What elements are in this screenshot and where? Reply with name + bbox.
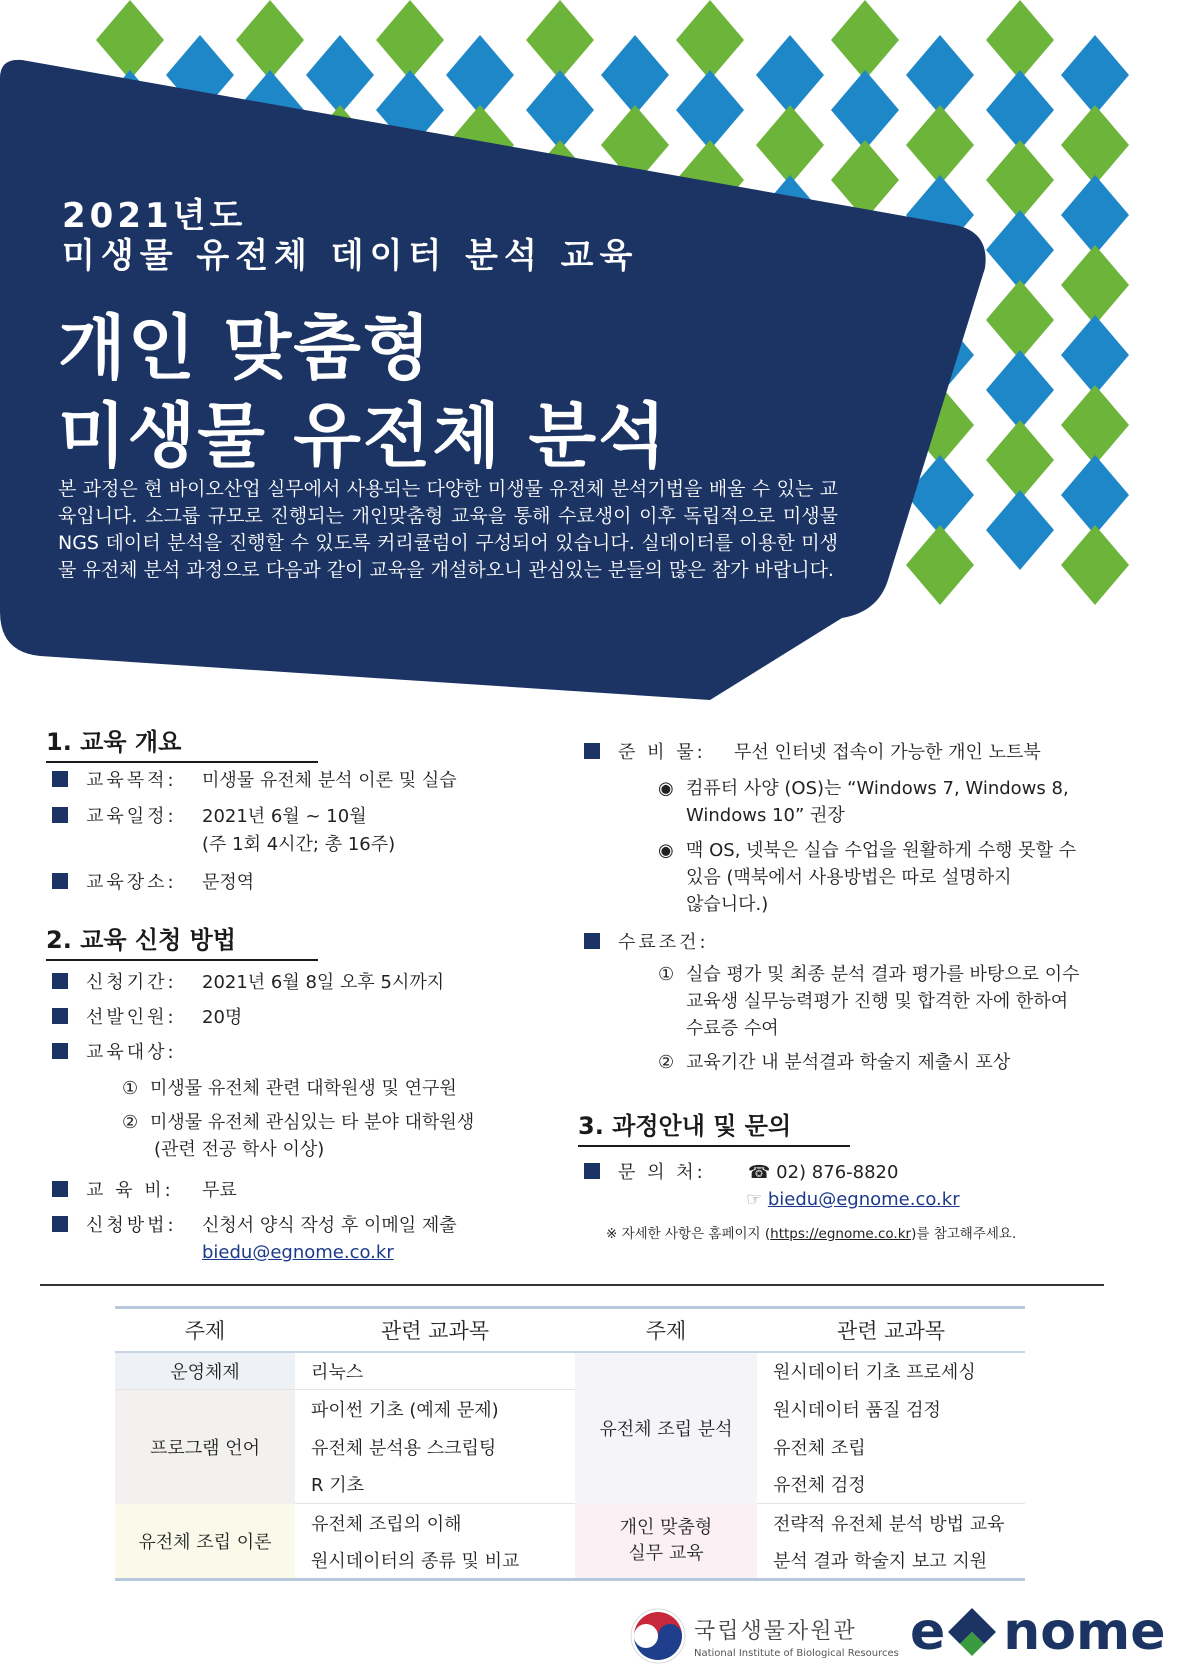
subject-cell: 유전체 조립의 이해: [311, 1513, 462, 1535]
subject-cell: 원시데이터 기초 프로세싱: [773, 1362, 976, 1383]
completion-item-2: ② 교육기간 내 분석결과 학술지 제출시 포상: [658, 1052, 1011, 1073]
hero-title-line2: 미생물 유전체 분석: [58, 395, 668, 477]
completion-item-1-l3: 수료증 수여: [686, 1018, 779, 1039]
diamond-shape: [756, 105, 824, 185]
nibr-emblem-icon: [630, 1608, 686, 1664]
section2-title: 2. 교육 신청 방법: [46, 920, 318, 961]
bullet-square: [584, 743, 600, 759]
method-email-link[interactable]: biedu@egnome.co.kr: [202, 1242, 394, 1263]
topic-cell: 운영체제: [115, 1352, 295, 1390]
bullet-square: [52, 771, 68, 787]
contact-phone: 02) 876-8820: [776, 1162, 899, 1183]
subject-cell: R 기초: [295, 1466, 575, 1504]
hero-title-line1: 개인 맞춤형: [58, 307, 433, 389]
contact-email-link[interactable]: biedu@egnome.co.kr: [767, 1189, 960, 1210]
table-row: [115, 1352, 1025, 1390]
fee-row: 교 육 비: 무료: [52, 1178, 237, 1204]
diamond-shape: [906, 525, 974, 605]
contact-email-row: [746, 1187, 960, 1213]
diamond-shape: [526, 70, 594, 150]
diamond-shape: [1061, 105, 1129, 185]
count-row: 선발인원: 20명: [52, 1005, 242, 1031]
egnome-logo: e nome: [910, 1602, 1166, 1662]
hero-subtitle: 미생물 유전체 데이터 분석 교육: [62, 236, 639, 276]
subject-cell: 유전체 검정: [757, 1466, 1025, 1504]
topic-cell: 유전체 조립 이론: [115, 1504, 295, 1580]
section3-title: 3. 과정안내 및 문의: [578, 1106, 850, 1147]
diamond-shape: [601, 35, 669, 115]
curriculum-table: [115, 1306, 1025, 1581]
diamond-shape: [1061, 455, 1129, 535]
diamond-shape: [831, 70, 899, 150]
phone-icon: ☎: [748, 1162, 771, 1183]
target-item-2-note: (관련 전공 학사 이상): [154, 1139, 325, 1160]
prep-note-1: ◉ 컴퓨터 사양 (OS)는 “Windows 7, Windows 8,: [658, 778, 1069, 799]
place-row: 교육장소: 문정역: [52, 870, 254, 896]
diamond-shape: [1061, 175, 1129, 255]
topic-cell: 유전체 조립 분석: [575, 1352, 757, 1504]
subject-cell: 전략적 유전체 분석 방법 교육: [773, 1513, 1005, 1535]
section1-title: 1. 교육 개요: [46, 722, 318, 763]
diamond-shape: [236, 0, 304, 80]
bullet-square: [584, 933, 600, 949]
diamond-shape: [986, 280, 1054, 360]
homepage-link[interactable]: https://egnome.co.kr: [770, 1226, 912, 1242]
topic-cell: 개인 맞춤형 실무 교육: [575, 1504, 757, 1580]
prep-note-2: ◉ 맥 OS, 넷북은 실습 수업을 원활하게 수행 못할 수: [658, 840, 1077, 861]
homepage-note: ※ 자세한 사항은 홈페이지 (https://egnome.co.kr)를 참고해주세요.: [606, 1226, 1017, 1242]
diamond-shape: [986, 420, 1054, 500]
table-header-row: [115, 1308, 1025, 1352]
pointing-hand-icon: ☞: [746, 1189, 763, 1210]
bullet-square: [52, 973, 68, 989]
hero-year: 2021년도: [62, 196, 247, 236]
table-row: [115, 1390, 1025, 1428]
period-row: 신청기간: 2021년 6월 8일 오후 5시까지: [52, 970, 444, 996]
target-row: 교육대상:: [52, 1040, 202, 1066]
egnome-mark-icon: [944, 1604, 1000, 1660]
diamond-shape: [376, 0, 444, 80]
bullet-square: [52, 1043, 68, 1059]
diamond-shape: [986, 70, 1054, 150]
bullet-square: [52, 873, 68, 889]
bullet-square: [52, 1216, 68, 1232]
col-header-subject: 관련 교과목: [757, 1308, 1025, 1352]
diamond-shape: [756, 35, 824, 115]
topic-cell: 프로그램 언어: [115, 1390, 295, 1504]
diamond-shape: [676, 0, 744, 80]
prep-note-2-l2: 있음 (맥북에서 사용방법은 따로 설명하지: [686, 867, 1012, 888]
schedule-row: 교육일정: 2021년 6월 ~ 10월: [52, 804, 367, 830]
diamond-shape: [446, 35, 514, 115]
hero-intro: 본 과정은 현 바이오산업 실무에서 사용되는 다양한 미생물 유전체 분석기법을 배울 수 있는 교육입니다. 소그룹 규모로 진행되는 개인맞춤형 교육을 통해 수료생이 이후 독립적으로 미생물 NGS 데이터 분석을 진행할 수 있도록 커리큘럼이 구성되어 있습니다. 실데이터를 이용한 미생물 유전체 분석 과정으로 다음과 같이 교육을 개설하오니 관심있는 분들의 많은 참가 바랍니다.: [58, 478, 838, 581]
diamond-shape: [986, 210, 1054, 290]
purpose-row: 교육목적: 미생물 유전체 분석 이론 및 실습: [52, 768, 457, 794]
bullet-square: [584, 1163, 600, 1179]
diamond-shape: [96, 0, 164, 80]
diamond-shape: [986, 140, 1054, 220]
subject-cell: 원시데이터 품질 검정: [773, 1399, 941, 1421]
subject-cell: 유전체 조립: [773, 1437, 866, 1459]
diamond-shape: [676, 70, 744, 150]
section-divider: [40, 1284, 1104, 1286]
diamond-shape: [986, 490, 1054, 570]
col-header-topic: 주제: [115, 1308, 295, 1352]
diamond-shape: [526, 0, 594, 80]
diamond-shape: [1061, 525, 1129, 605]
diamond-shape: [906, 105, 974, 185]
diamond-shape: [1061, 35, 1129, 115]
bullet-square: [52, 807, 68, 823]
col-header-subject: 관련 교과목: [295, 1308, 575, 1352]
nibr-logo-subtext: National Institute of Biological Resources: [694, 1648, 899, 1659]
target-item-1: ① 미생물 유전체 관련 대학원생 및 연구원: [122, 1078, 457, 1099]
diamond-shape: [986, 350, 1054, 430]
subject-cell: 분석 결과 학술지 보고 지원: [757, 1542, 1025, 1580]
table-row: [115, 1504, 1025, 1542]
schedule-note: (주 1회 4시간; 총 16주): [202, 834, 396, 855]
bullet-square: [52, 1181, 68, 1197]
diamond-shape: [1061, 245, 1129, 325]
contact-row: 문 의 처: ☎ 02) 876-8820: [584, 1160, 898, 1186]
completion-row: 수료조건:: [584, 930, 734, 956]
completion-item-1-l2: 교육생 실무능력평가 진행 및 합격한 자에 한하여: [686, 991, 1069, 1012]
target-item-2: ② 미생물 유전체 관심있는 타 분야 대학원생: [122, 1112, 475, 1133]
method-row: 신청방법: 신청서 양식 작성 후 이메일 제출: [52, 1213, 457, 1239]
subject-cell: 원시데이터의 종류 및 비교: [295, 1542, 575, 1580]
col-header-topic: 주제: [575, 1308, 757, 1352]
subject-cell: 리눅스: [295, 1352, 575, 1390]
subject-cell: 파이썬 기초 (예제 문제): [311, 1399, 499, 1421]
subject-cell: 유전체 분석용 스크립팅: [311, 1437, 497, 1459]
prep-note-2-l3: 않습니다.): [686, 894, 769, 915]
bullet-square: [52, 1008, 68, 1024]
prep-row: 준 비 물: 무선 인터넷 접속이 가능한 개인 노트북: [584, 740, 1041, 766]
completion-item-1: ① 실습 평가 및 최종 분석 결과 평가를 바탕으로 이수: [658, 964, 1080, 985]
diamond-shape: [306, 35, 374, 115]
nibr-logo-text: 국립생물자원관: [694, 1619, 857, 1644]
diamond-shape: [831, 0, 899, 80]
diamond-shape: [1061, 315, 1129, 395]
diamond-shape: [906, 35, 974, 115]
diamond-shape: [986, 0, 1054, 80]
diamond-shape: [1061, 385, 1129, 465]
prep-note-1-l2: Windows 10” 권장: [686, 805, 845, 826]
